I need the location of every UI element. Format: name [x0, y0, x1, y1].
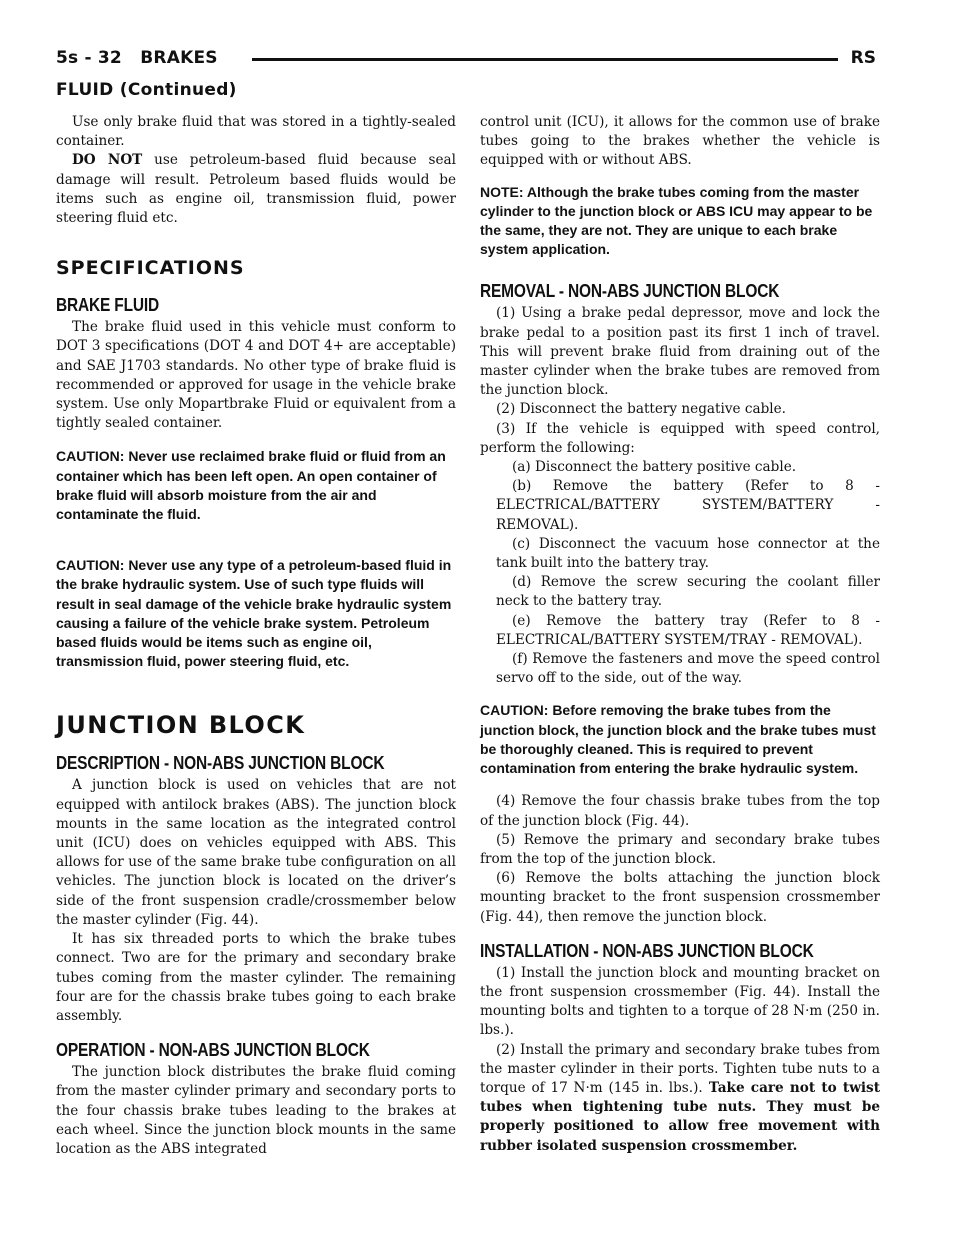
step: (2) Install the primary and secondary brake tubes from the master cylinder in their ports. Tighten tube nuts to a torque of 17 N·m (145 in. lbs.). Take care not to twist tubes when tightening tube nuts. They must be properly positioned to allow free movement with rubber isolated suspension crossmember.	[480, 1041, 880, 1154]
page-header	[56, 48, 876, 76]
step: (2) Disconnect the battery negative cable.	[496, 401, 787, 418]
caution-text: CAUTION: Never use reclaimed brake fluid or fluid from an container which has been left open. An open container of brake fluid will absorb moisture from the air and contaminate the fluid.	[56, 448, 446, 523]
step: (3) If the vehicle is equipped with speed control, perform the following:	[480, 420, 880, 456]
substep: (b) Remove the battery (Refer to 8 - ELECTRICAL/BATTERY SYSTEM/BATTERY - REMOVAL).	[496, 478, 880, 533]
subheading-operation: OPERATION - NON-ABS JUNCTION BLOCK	[56, 1040, 370, 1061]
paragraph: Use only brake fluid that was stored in a tightly-sealed container.	[56, 114, 456, 150]
right-column	[480, 113, 880, 1156]
substep: (e) Remove the battery tray (Refer to 8 - ELECTRICAL/BATTERY SYSTEM/TRAY - REMOVAL).	[496, 612, 880, 648]
paragraph: A junction block is used on vehicles that are not equipped with antilock brakes (ABS). The junction block mounts in the same location as the integrated control unit (ICU) does on vehicles equipped with ABS. This allows for use of the same brake tube configuration on all vehicles. The junction block is located on the driver’s side of the front suspension cradle/crossmember below the master cylinder (Fig. 44).	[56, 777, 456, 928]
subheading-description: DESCRIPTION - NON-ABS JUNCTION BLOCK	[56, 753, 385, 774]
paragraph: The junction block distributes the brake fluid coming from the master cylinder primary and secondary ports to the four chassis brake tubes leading to the brakes at each wheel. Since the junction block mounts in the same location as the ABS integrated	[56, 1064, 456, 1157]
step: (6) Remove the bolts attaching the junction block mounting bracket to the front suspension crossmember (Fig. 44), then remove the junction block.	[480, 870, 880, 925]
header-model: RS	[850, 48, 876, 68]
paragraph: The brake fluid used in this vehicle must conform to DOT 3 specifications (DOT 4 and DOT 4+ are acceptable) and SAE J1703 standards. No other type of brake fluid is recommended or approved for usage in the vehicle brake system. Use only Mopartbrake Fluid or equivalent from a tightly sealed container.	[56, 319, 456, 432]
paragraph: control unit (ICU), it allows for the common use of brake tubes going to the brakes whether the vehicle is equipped with or without ABS.	[480, 114, 880, 169]
step: (4) Remove the four chassis brake tubes from the top of the junction block (Fig. 44).	[480, 793, 880, 829]
paragraph: It has six threaded ports to which the brake tubes connect. Two are for the primary and secondary brake tubes coming from the master cylinder. The remaining four are for the chassis brake tubes going to each brake assembly.	[56, 931, 456, 1024]
substep: (f) Remove the fasteners and move the speed control servo off to the side, out of the way.	[496, 651, 880, 687]
header-rule	[252, 58, 838, 61]
section-heading-specifications: SPECIFICATIONS	[56, 257, 245, 280]
subheading-installation: INSTALLATION - NON-ABS JUNCTION BLOCK	[480, 940, 814, 961]
substep: (d) Remove the screw securing the coolant filler neck to the battery tray.	[496, 574, 880, 610]
continued-heading: FLUID (Continued)	[56, 80, 237, 100]
substep: (c) Disconnect the vacuum hose connector at the tank built into the battery tray.	[496, 535, 880, 572]
subheading-brake-fluid: BRAKE FLUID	[56, 295, 160, 316]
step: (5) Remove the primary and secondary brake tubes from the top of the junction block.	[480, 831, 880, 867]
subheading-removal: REMOVAL - NON-ABS JUNCTION BLOCK	[480, 281, 780, 302]
step: (1) Using a brake pedal depressor, move and lock the brake pedal to a position past its first 1 inch of travel. This will prevent brake fluid from draining out of the master cylinder when the brake tubes are removed from the junction block.	[480, 305, 880, 399]
substep: (a) Disconnect the battery positive cable.	[512, 459, 797, 476]
note-text: NOTE: Although the brake tubes coming from the master cylinder to the junction block or ABS ICU may appear to be the same, they are not. They are unique to each brake system application.	[480, 183, 873, 258]
caution-text: CAUTION: Never use any type of a petroleum-based fluid in the brake hydraulic system. Use of such type fluids will result in seal damage of the vehicle brake hydraulic system causing a failure of the vehicle brake system. Petroleum based fluids would be items such as engine oil, transmission fluid, power steering fluid, etc.	[56, 557, 452, 670]
left-column	[56, 113, 456, 1159]
page-number-section: 5s - 32 BRAKES	[56, 48, 218, 68]
paragraph: DO NOT use petroleum-based fluid because seal damage will result. Petroleum based fluids would be items such as engine oil, transmission fluid, power steering fluid etc.	[56, 152, 456, 227]
caution-text: CAUTION: Before removing the brake tubes from the junction block, the junction block and the brake tubes must be thoroughly cleaned. This is required to prevent contamination from entering the brake hydraulic system.	[480, 702, 876, 777]
step: (1) Install the junction block and mounting bracket on the front suspension crossmember (Fig. 44). Install the mounting bolts and tighten to a torque of 28 N·m (250 in. lbs.).	[480, 964, 880, 1039]
section-heading-junction-block: JUNCTION BLOCK	[56, 711, 306, 740]
